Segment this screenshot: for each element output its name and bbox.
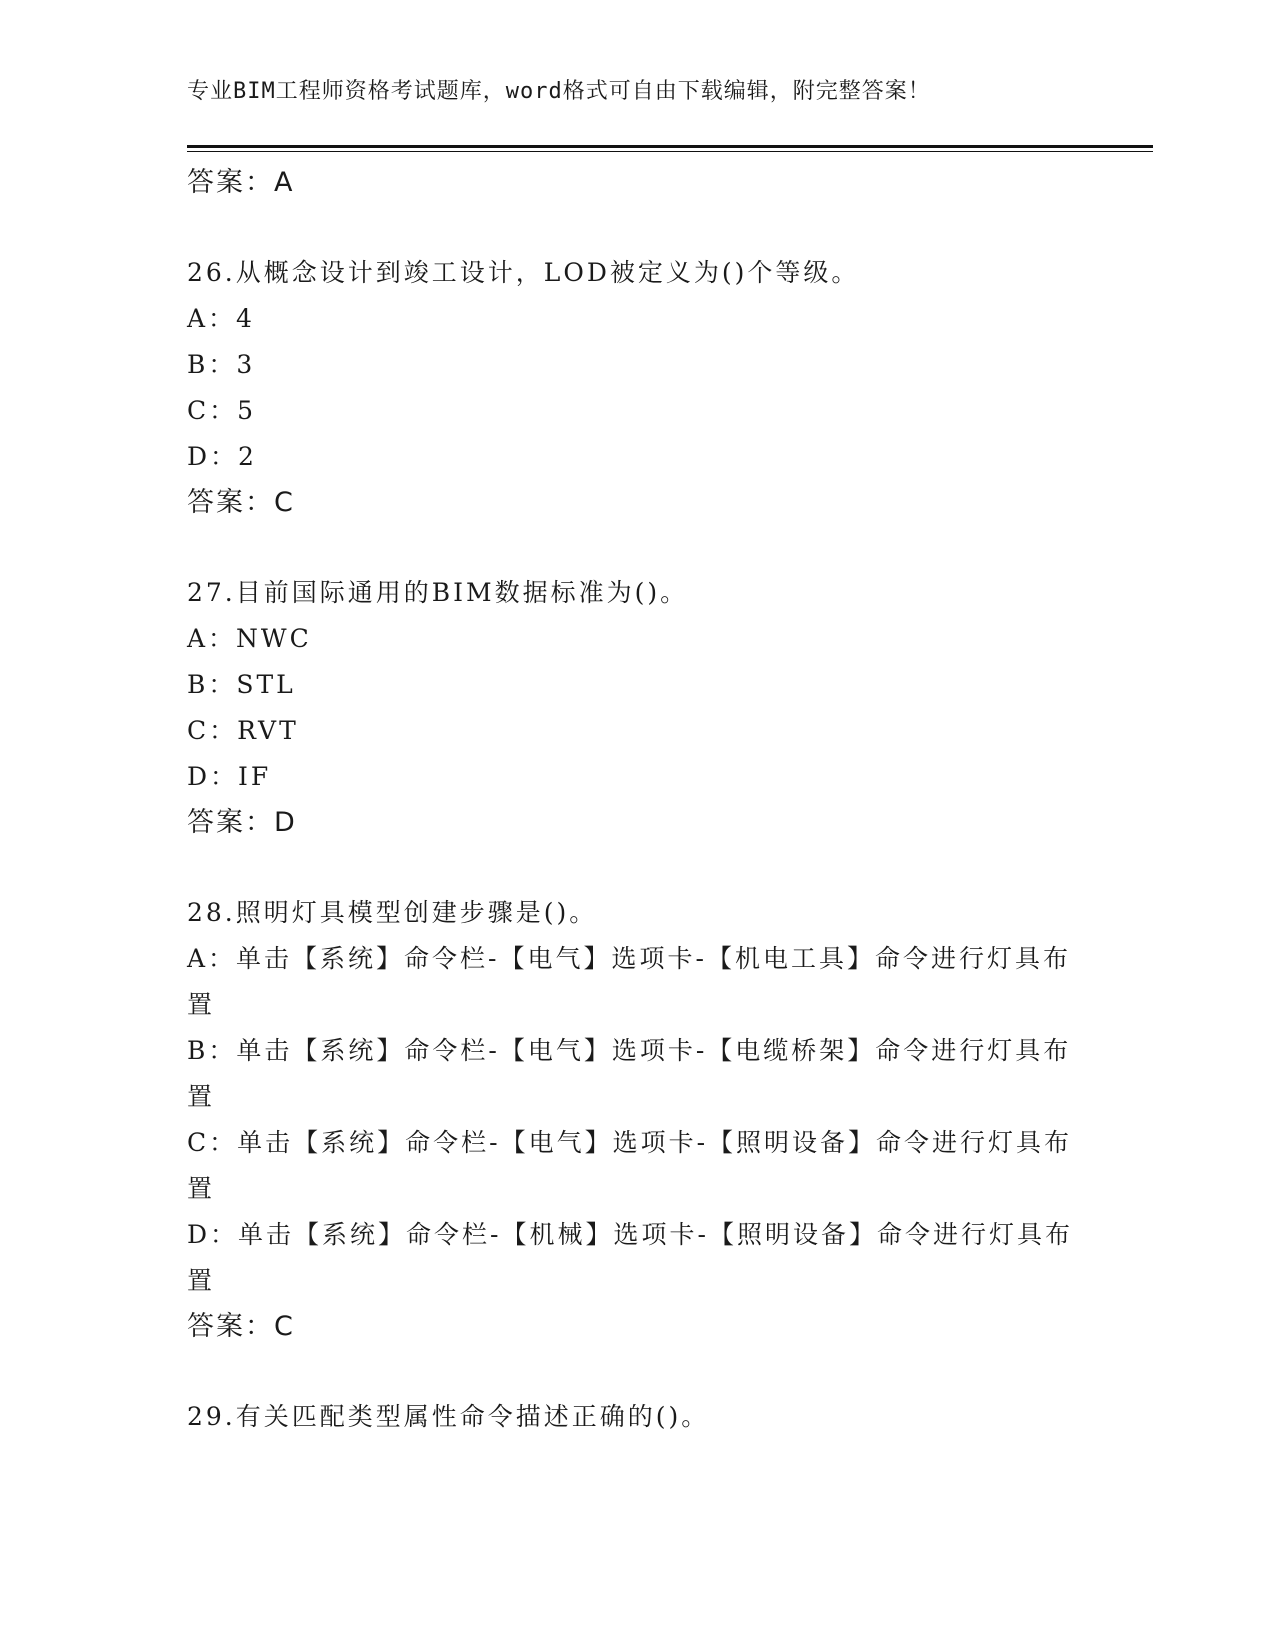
question-content xyxy=(187,160,1077,1440)
option-a: A：单击【系统】命令栏-【电气】选项卡-【机电工具】命令进行灯具布置 xyxy=(187,944,1071,1019)
option-d: D：IF xyxy=(187,762,272,791)
option-d: D：单击【系统】命令栏-【机械】选项卡-【照明设备】命令进行灯具布置 xyxy=(187,1220,1073,1295)
option-b: B：单击【系统】命令栏-【电气】选项卡-【电缆桥架】命令进行灯具布置 xyxy=(187,1036,1072,1111)
header-rule-thick xyxy=(187,145,1153,148)
option-c: C：单击【系统】命令栏-【电气】选项卡-【照明设备】命令进行灯具布置 xyxy=(187,1128,1073,1203)
option-d: D：2 xyxy=(187,442,257,471)
option-b: B：STL xyxy=(187,670,296,699)
answer-label: 答案：D xyxy=(187,807,297,838)
question-stem: 27.目前国际通用的BIM数据标准为()。 xyxy=(187,578,689,607)
option-a: A：NWC xyxy=(187,624,312,653)
question-27 xyxy=(187,570,1077,846)
question-stem: 28.照明灯具模型创建步骤是()。 xyxy=(187,898,598,927)
question-29 xyxy=(187,1394,1077,1440)
option-b: B：3 xyxy=(187,350,256,379)
answer-label: 答案：C xyxy=(187,487,295,518)
header-rule-thin xyxy=(187,151,1153,152)
question-stem: 29.有关匹配类型属性命令描述正确的()。 xyxy=(187,1402,710,1431)
page-header: 专业BIM工程师资格考试题库，word格式可自由下载编辑，附完整答案！ xyxy=(187,79,931,104)
option-c: C：RVT xyxy=(187,716,299,745)
answer-label: 答案：A xyxy=(187,167,295,198)
answer-label: 答案：C xyxy=(187,1311,295,1342)
option-c: C：5 xyxy=(187,396,257,425)
option-a: A：4 xyxy=(187,304,255,333)
question-stem: 26.从概念设计到竣工设计，LOD被定义为()个等级。 xyxy=(187,258,860,287)
question-26 xyxy=(187,250,1077,526)
question-28 xyxy=(187,890,1077,1350)
